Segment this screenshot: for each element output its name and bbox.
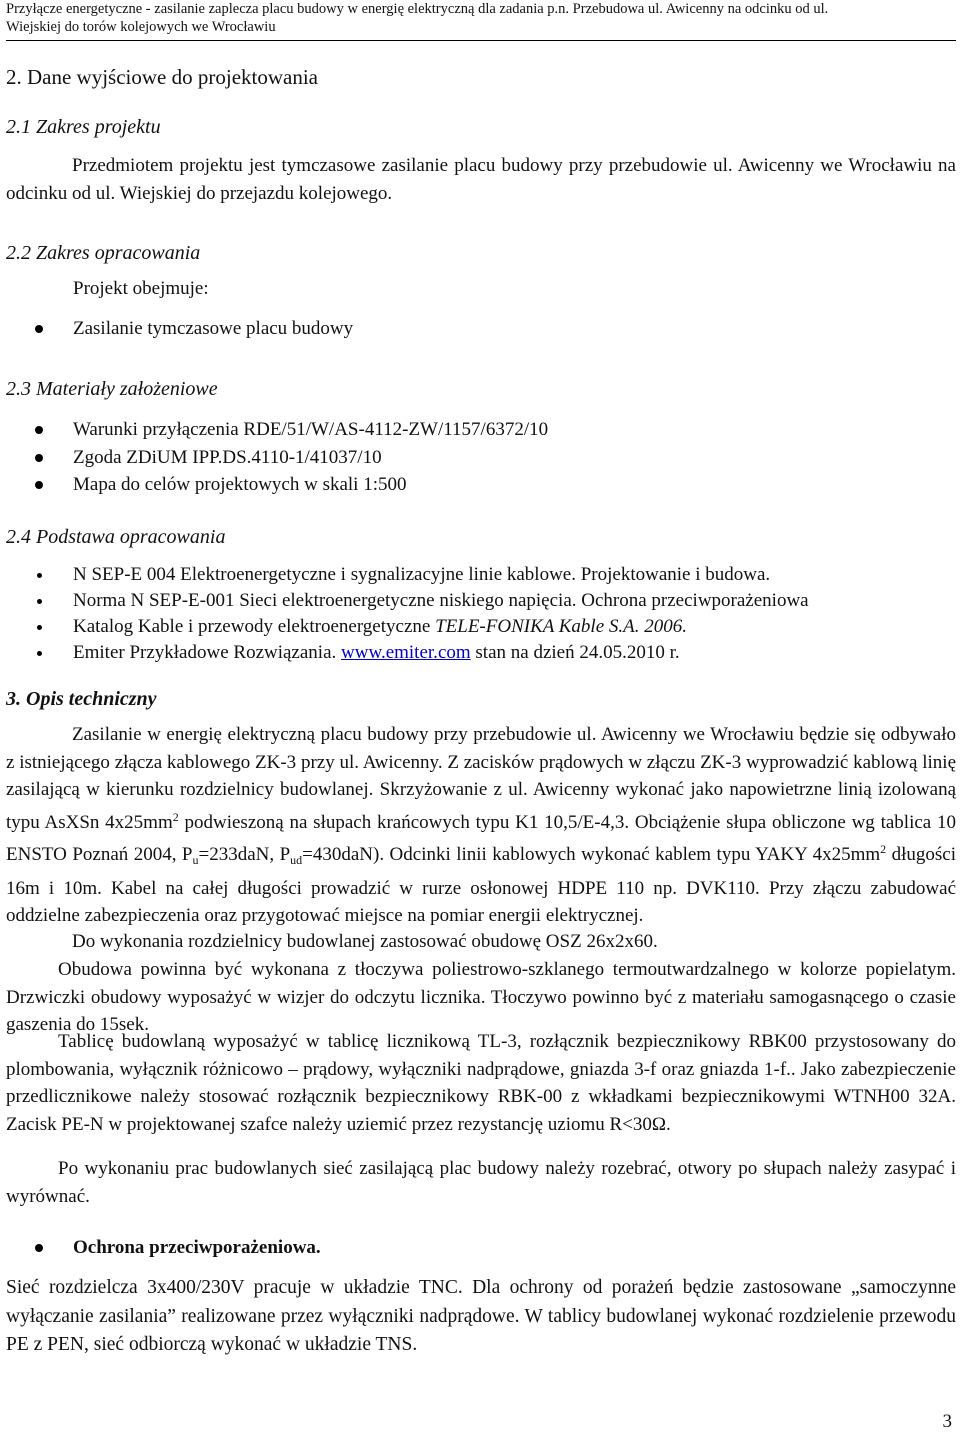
p1-superscript-2: 2 — [880, 842, 887, 856]
section-2-1-body: Przedmiotem projektu jest tymczasowe zasilanie placu budowy przy przebudowie ul. Awicenny we Wrocławiu na odcinku od ul. Wiejskiej do przejazdu kolejowego. — [6, 155, 956, 204]
bullet-icon — [35, 481, 43, 489]
protection-heading — [0, 1234, 950, 1262]
list-item-text: Zasilanie tymczasowe placu budowy — [73, 318, 354, 339]
section-3-paragraph-1 — [6, 721, 956, 930]
section-2-1-text — [6, 152, 956, 207]
p1-part-d: =430daN). Odcinki linii kablowych wykonać kablem typu YAKY 4x25mm — [302, 844, 881, 865]
page-number: 3 — [942, 1411, 952, 1432]
section-2-3-title: 2.3 Materiały założeniowe — [6, 378, 218, 400]
section-2-4-title: 2.4 Podstawa opracowania — [6, 526, 226, 548]
section-2-title: 2. Dane wyjściowe do projektowania — [6, 65, 318, 89]
list-item-text: N SEP-E 004 Elektroenergetyczne i sygnalizacyjne linie kablowe. Projektowanie i budowa. — [73, 564, 771, 585]
list-item-text-tail: stan na dzień 24.05.2010 r. — [470, 642, 680, 663]
list-item — [0, 315, 950, 343]
bullet-icon — [35, 325, 43, 333]
section-3-paragraph-5 — [6, 1155, 956, 1210]
p3-text: Obudowa powinna być wykonana z tłoczywa poliestrowo-szklanego termoutwardzalnego w kolorze popielatym. Drzwiczki obudowy wyposażyć w wizjer do odczytu licznika. Tłoczywo powinno być z materiału samogasnącego o czasie gaszenia do 15sek. — [6, 959, 956, 1035]
section-2-2-list — [0, 315, 950, 343]
protection-heading-text: Ochrona przeciwporażeniowa. — [73, 1237, 321, 1258]
emiter-link[interactable]: www.emiter. — [341, 642, 438, 663]
p1-superscript: 2 — [172, 809, 179, 824]
section-3-paragraph-2 — [6, 928, 956, 956]
p1-subscript-ud: ud — [290, 853, 303, 867]
list-item — [0, 588, 950, 614]
section-2-2-intro: Projekt obejmuje: — [73, 278, 209, 299]
bullet-icon — [37, 651, 42, 656]
p2-text: Do wykonania rozdzielnicy budowlanej zastosować obudowę OSZ 26x2x60. — [72, 931, 658, 952]
list-item — [0, 614, 950, 640]
list-item — [0, 471, 950, 499]
section-3-title: 3. Opis techniczny — [6, 688, 157, 710]
bullet-icon — [37, 599, 42, 604]
catalog-name: TELE-FONIKA Kable S.A. 2006. — [435, 616, 688, 637]
list-item — [0, 640, 950, 666]
section-2-4-list — [0, 562, 950, 666]
p1-part-a: Zasilanie w energię elektryczną placu budowy przy przebudowie ul. Awicenny we Wrocławiu będzie się odbywało z istniejącego złącza kablowego ZK-3 przy ul. Awicenny. Z zacisków prądowych w złączu ZK-3 wyprowadzić kablową linię zasilającą w kierunku rozdzielnicy budowlanej. Skrzyżowanie z ul. Awicenny wykonać jako napowietrzne linią izolowaną typu AsXSn 4x25mm — [6, 724, 956, 833]
p1-part-e: długości 16m i 10m. Kabel na całej długości prowadzić w rurze osłonowej HDPE 110 np. DVK110. Przy złączu zabudować oddzielne zabezpieczenia oraz przygotować miejsce na pomiar energii elektrycznej. — [6, 844, 957, 926]
list-item-text: Norma N SEP-E-001 Sieci elektroenergetyczne niskiego napięcia. Ochrona przeciwporażeniowa — [73, 590, 809, 611]
emiter-link-com[interactable]: com — [437, 642, 471, 663]
header-line-1: Przyłącze energetyczne - zasilanie zaplecza placu budowy w energię elektryczną dla zadania p.n. Przebudowa ul. Awicenny na odcinku od ul. — [6, 1, 829, 17]
section-2-1-title: 2.1 Zakres projektu — [6, 116, 161, 138]
bullet-icon — [35, 454, 43, 462]
list-item-text: Warunki przyłączenia RDE/51/W/AS-4112-ZW/1157/6372/10 — [73, 419, 549, 440]
list-item — [0, 562, 950, 588]
section-2-2-title: 2.2 Zakres opracowania — [6, 242, 201, 264]
list-item-text: Zgoda ZDiUM IPP.DS.4110-1/41037/10 — [73, 446, 382, 468]
protection-text: Sieć rozdzielcza 3x400/230V pracuje w układzie TNC. Dla ochrony od porażeń będzie zastosowane „samoczynne wyłączanie zasilania” realizowane przez wyłączniki nadprądowe. W tablicy budowlanej wykonać rozdzielenie przewodu PE z PEN, sieć odbiorczą wykonać w układzie TNS. — [6, 1277, 956, 1355]
protection-heading-list — [0, 1234, 950, 1262]
list-item-text: Mapa do celów projektowych w skali 1:500 — [73, 474, 407, 495]
section-3-paragraph-4 — [6, 1028, 956, 1138]
p1-part-c: =233daN, P — [198, 844, 291, 865]
list-item — [0, 444, 950, 472]
bullet-icon — [35, 1244, 43, 1252]
list-item-text: Emiter Przykładowe Rozwiązania. — [73, 642, 342, 663]
running-header — [6, 0, 956, 41]
p1-subscript-u: u — [192, 853, 199, 867]
bullet-icon — [35, 426, 43, 434]
bullet-icon — [37, 573, 42, 578]
section-2-3-list — [0, 416, 950, 499]
p5-text: Po wykonaniu prac budowlanych sieć zasilającą plac budowy należy rozebrać, otwory po słupach należy zasypać i wyrównać. — [6, 1158, 956, 1207]
header-line-2: Wiejskiej do torów kolejowych we Wrocławiu — [6, 19, 276, 35]
p1-part-b: podwieszoną na słupach krańcowych typu K1 10,5/E-4,3. Obciążenie słupa obliczone wg tablica 10 ENSTO Poznań 2004, P — [6, 811, 956, 865]
list-item-text: Katalog Kable i przewody elektroenergetyczne — [73, 616, 436, 637]
list-item — [0, 416, 950, 444]
p4-text: Tablicę budowlaną wyposażyć w tablicę licznikową TL-3, rozłącznik bezpiecznikowy RBK00 przystosowany do plombowania, wyłącznik różnicowo – prądowy, wyłączniki nadprądowe, gniazda 3-f oraz gniazda 1-f.. Jako zabezpieczenie przedlicznikowe należy stosować rozłącznik bezpiecznikowy RBK-00 z wkładkami bezpiecznikowymi WTNH00 32A. Zacisk PE-N w projektowanej szafce należy uziemić przez rezystancję uziomu R<30Ω. — [6, 1031, 956, 1135]
bullet-icon — [37, 625, 42, 630]
section-3-paragraph-3 — [6, 956, 956, 1039]
